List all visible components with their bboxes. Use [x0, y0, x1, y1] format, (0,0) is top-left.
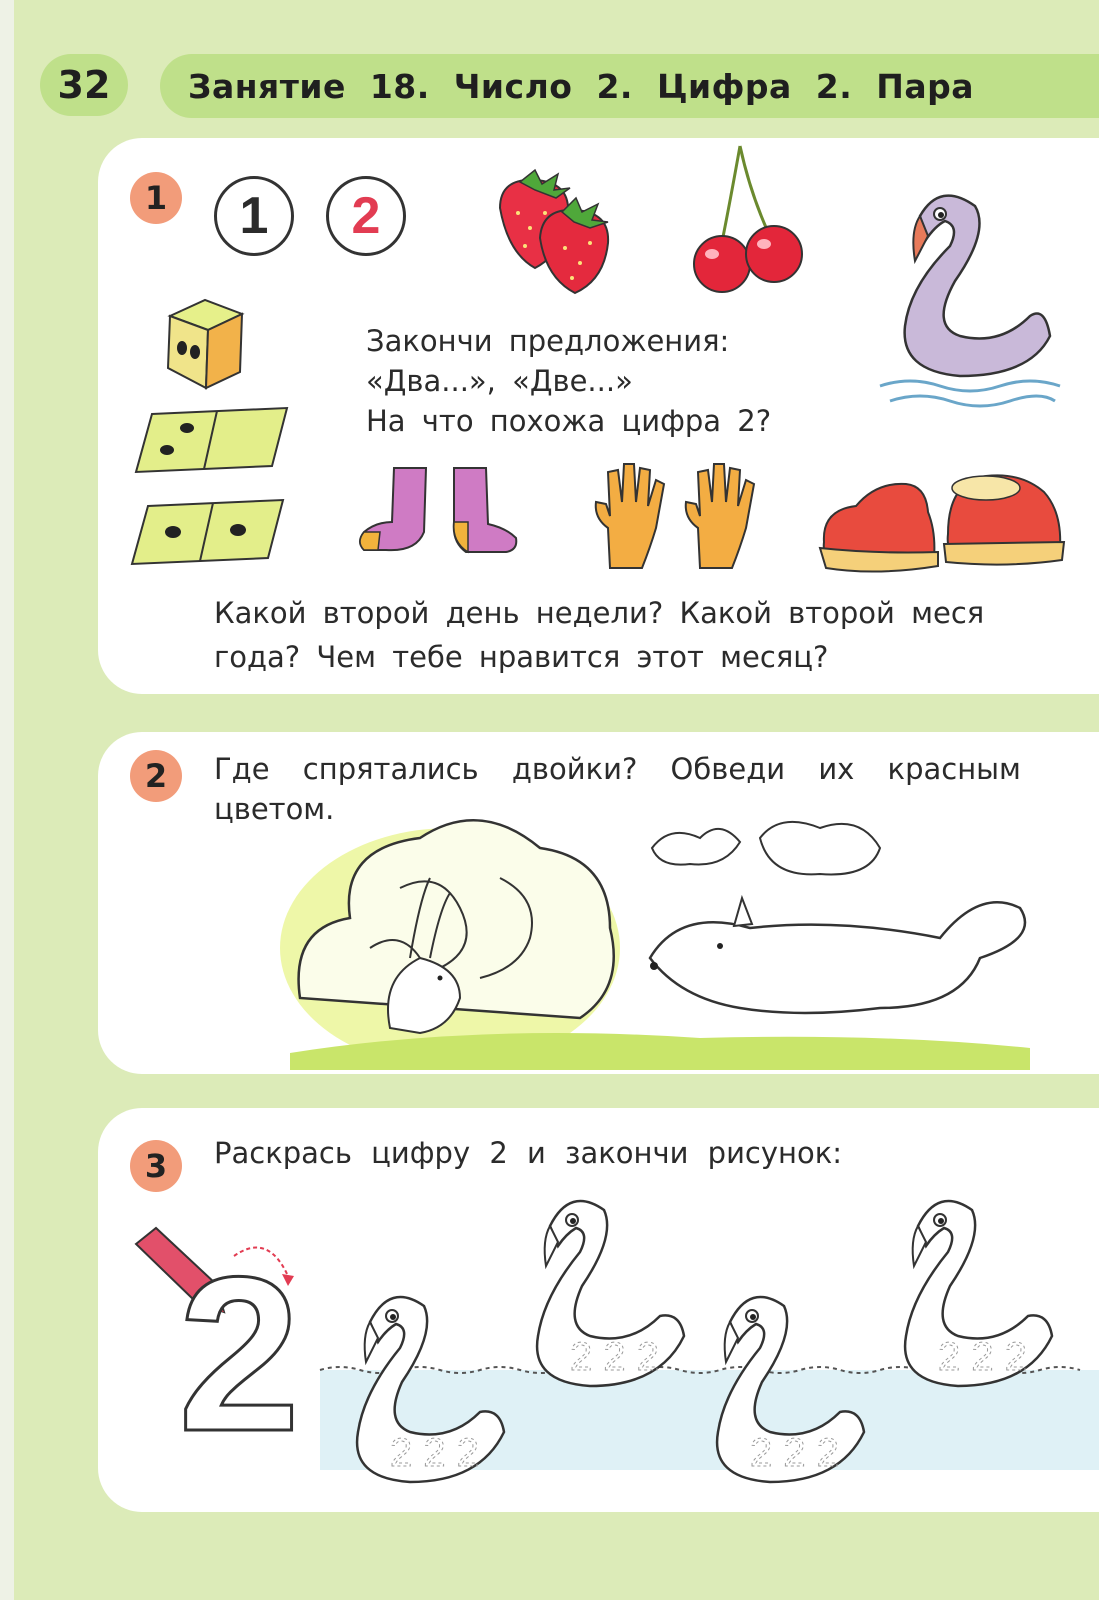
swan-icon	[880, 186, 1060, 416]
trace-digit-two: 2	[178, 1231, 301, 1477]
instruction-title: Закончи предложения:	[366, 324, 730, 358]
socks-icon	[356, 462, 526, 558]
digit-one-circle: 1	[214, 176, 294, 256]
domino-icon	[128, 496, 288, 574]
cherry-icon	[690, 142, 810, 300]
bush-illustration	[280, 808, 1040, 1070]
question-line-2: года? Чем тебе нравится этот месяц?	[214, 640, 829, 674]
task-3-badge: 3	[130, 1140, 182, 1192]
svg-text:2 2 2: 2 2 2	[390, 1431, 479, 1475]
digit-two-circle: 2	[326, 176, 406, 256]
gloves-icon	[590, 458, 760, 574]
task-2-line-2: цветом.	[214, 792, 335, 826]
task-1-badge: 1	[130, 172, 182, 224]
task-2-line-1: Где спрятались двойки? Обведи их красным	[214, 752, 1021, 786]
swan-outline-icon	[700, 1282, 870, 1498]
question-line-1: Какой второй день недели? Какой второй меся	[214, 596, 985, 630]
swan-outline-icon	[888, 1186, 1058, 1402]
page-number: 32	[40, 54, 128, 116]
page-edge	[0, 0, 14, 1600]
svg-text:2 2 2: 2 2 2	[570, 1335, 659, 1379]
strawberry-icon	[490, 168, 620, 298]
dice-cube-icon	[160, 296, 250, 392]
shoes-icon	[816, 462, 1066, 578]
task-2-badge: 2	[130, 750, 182, 802]
page-title: Занятие 18. Число 2. Цифра 2. Пара	[160, 54, 1099, 118]
swan-outline-icon	[520, 1186, 690, 1402]
svg-text:2 2 2: 2 2 2	[750, 1431, 839, 1475]
domino-icon	[132, 404, 292, 484]
instruction-line-2: «Два...», «Две...»	[366, 364, 633, 398]
instruction-line-3: На что похожа цифра 2?	[366, 404, 772, 438]
svg-text:2 2 2: 2 2 2	[938, 1335, 1027, 1379]
task-3-line-1: Раскрась цифру 2 и закончи рисунок:	[214, 1136, 843, 1170]
swan-outline-icon	[340, 1282, 510, 1498]
